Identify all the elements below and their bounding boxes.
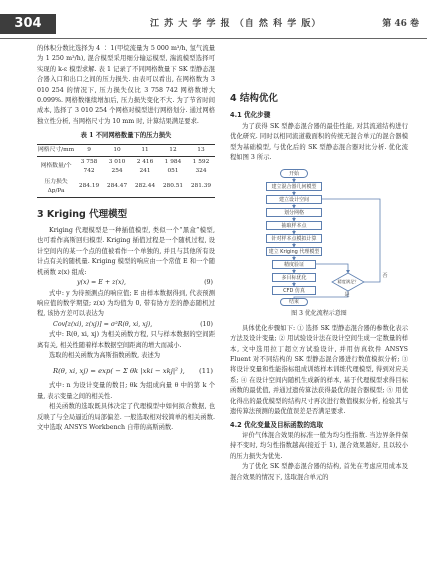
section-heading: 3 Kriging 代理模型 — [37, 208, 128, 220]
table-cell: 1 984 051 — [164, 158, 182, 174]
flow-check: 精度验证 — [272, 260, 316, 269]
equation-number: (10) — [200, 320, 213, 328]
flow-design-space: 建立设计空间 — [266, 195, 322, 204]
equation-body: y(x) = E + z(x), — [77, 279, 126, 287]
equation-10 — [37, 320, 215, 330]
table-row — [37, 177, 215, 198]
left-column — [37, 44, 215, 433]
equation-body: Cov[z(xi), z(xj)] = σ²R(θ, xi, xj), — [53, 320, 153, 328]
paragraph: 具体优化步骤如下: ① 选择 SK 型静态混合器的参数化表示方法及设计变量; ② 用试验设计法在设计空间生成一定数量的样本, 文中选用拉丁超立方试验设计, 并用仿真软件 ANSYS Fluent 对不同结构的 SK 型静态混合器进行数值模拟分析; ③ 将设计变量和性能指标组成训练样本训练代理模型, 得到对应关系; ④ 在设计空间内随机生成新的样本, 基于代理模型求得目标函数的最优值, 并通过遗传算法获得最优的混合器模型; ⑤ 用优化得出的最优模型的结构尺寸再次进行数值模拟分析, 检验其与遗传算法预测的最优值误差是否满足要求. — [230, 324, 408, 416]
paragraph: 选取的相关函数为高斯指数函数, 表述为 — [49, 351, 161, 359]
table-cell: 1 592 324 — [192, 158, 210, 174]
flow-establish-model: 建立混合器几何模型 — [266, 182, 322, 191]
table-cell: 284.47 — [106, 183, 128, 190]
table-cell: 281.39 — [190, 183, 212, 190]
equation-11 — [37, 361, 215, 381]
section-heading: 4 结构优化 — [230, 93, 278, 104]
table-header-cell: 10 — [113, 146, 121, 153]
equation-number: (11) — [199, 367, 213, 376]
table-cell: 压力损失 Δp/Pa — [44, 178, 68, 194]
volume-label: 第 46 卷 — [382, 19, 419, 29]
paragraph: 式中: n 为设计变量的数目; θk 为组成向量 θ 中的第 k 个量, 表示变量之间的相关性. — [37, 382, 215, 400]
equation-body: R(θ, xi, xj) = exp( − Σ θk |xki − xkj|² ), — [53, 367, 185, 376]
table-cell: 2 416 241 — [136, 158, 154, 174]
table-header-cell: 13 — [197, 146, 205, 153]
paragraph: 为了获得 SK 型静态混合器的最佳性能, 对其流道结构进行优化研究. 同时以相同流道截面积的传统无混合单元的混合器模型为基础模型, 与优化后的 SK 型静态混合器对比分析. 优化流程如图 3 所示. — [230, 122, 408, 162]
flow-sampling: 抽取样本点 — [266, 221, 322, 230]
table-title: 表 1 不同网格数量下的压力损失 — [80, 132, 172, 140]
flow-build-kriging: 建立 Kriging 代理模型 — [266, 247, 322, 256]
figure-caption: 图 3 优化流程示意图 — [291, 310, 347, 318]
flow-decision-label: 精度满足？ — [337, 279, 359, 285]
subsection-heading: 4.1 优化步骤 — [230, 111, 271, 120]
equation-number: (9) — [204, 279, 213, 287]
flow-yes-label: 是 — [344, 292, 350, 299]
flow-cfd: CFD 仿真 — [272, 286, 316, 295]
paragraph: 评价气体混合效果的标准一般为均匀性指数. 当边界条件保持不变时, 均匀性指数越高(接近于 1), 混合效果越好, 且以较小的压力损失为优先. — [230, 431, 408, 460]
paragraph: 式中: y 为待预测点的响应值; E 由样本数据得到, 代表预测响应值的数学期望; z(x) 为均值为 0, 带有协方差的静态随机过程, 该协方差可以表达为 — [37, 289, 215, 318]
flow-end: 结束 — [280, 298, 308, 306]
table-cell: 280.51 — [162, 183, 184, 190]
paragraph: 的体积分数比选择为 4 ∶ 1(甲烷流量为 5 000 m³/h, 氢气流量为 1 250 m³/h), 混合模型采用细分输运模型, 湍流模型选择可实现的 k-ε 模型求解. 表 1 记录了不同网格数量下 SK 型静态混合器入口和出口之间的压力损失. 由表可以看出, 在网格数为 3 010 254 的情况下, 压力损失仅比 3 758 742 网格数增大 0.099%. 网格数继续增加后, 压力损失变化不大. 为了节省时间成本, 选择了 3 010 254 个网格对模型进行网格划分. 通过网格独立性分析, 当网格尺寸为 10 mm 时, 计算结果满足要求. — [37, 45, 215, 125]
pressure-loss-table — [37, 144, 215, 198]
page-number: 304 — [0, 14, 56, 34]
table-header-cell: 网格尺寸/mm — [37, 146, 75, 153]
table-cell: 282.44 — [134, 183, 156, 190]
table-cell: 284.19 — [78, 183, 100, 190]
connector — [316, 264, 348, 273]
equation-9 — [37, 278, 215, 288]
table-header-cell: 9 — [87, 146, 91, 153]
header-rule — [0, 38, 427, 39]
paragraph: 为了优化 SK 型静态混合器的结构, 首先在考虑应用成本及混合效果的情况下, 选取混合单元的 — [230, 463, 408, 481]
page-header — [0, 0, 427, 36]
flow-doe: 针对样本点模拟计算 — [266, 234, 322, 243]
table-header-cell: 11 — [141, 146, 149, 153]
table-cell: 3 758 742 — [80, 158, 98, 174]
flowchart-figure — [230, 165, 408, 307]
journal-title: 江 苏 大 学 学 报 （自 然 科 学 版） — [150, 19, 322, 29]
paragraph: 式中: R(θ, xi, xj) 为相关函数方程, 只与样本数据的空间距离有关, 相关性随着样本数据空间距离的增大而减小. — [37, 331, 215, 349]
paragraph: 相关函数的选取既具体决定了代理模型中如何拟合数据, 也反映了与全局逼近的局部偏差. 一般选取相对较简单的相关函数. 文中选取 ANSYS Workbench 自带的高斯函数. — [37, 403, 215, 431]
subsection-heading: 4.2 优化变量及目标函数的选取 — [230, 420, 324, 429]
flow-no-label: 否 — [382, 273, 388, 280]
table-header-cell: 12 — [169, 146, 177, 153]
flow-optimize: 多目标优化 — [272, 273, 316, 282]
table-cell: 3 010 254 — [108, 158, 126, 174]
table-cell: 网格数量/个 — [40, 163, 72, 170]
table-row — [37, 156, 215, 177]
table-header-row — [37, 144, 215, 156]
right-column — [230, 44, 408, 483]
flow-mesh: 划分网格 — [266, 208, 322, 217]
flow-start: 开始 — [280, 169, 308, 178]
paragraph: Kriging 代理模型是一种插值模型, 类似一个“黑盒”模型, 也可看作高斯回归模型. Kriging 插值过程是一个随机过程, 设计空间内的某一个点的值被看作一个单独的, 并且与其他所有设计点有关的随机量. Kriging 模型的响应由一个常值 E 和一个随机函数 z(x) 组成: — [37, 227, 215, 276]
connector — [314, 199, 380, 282]
